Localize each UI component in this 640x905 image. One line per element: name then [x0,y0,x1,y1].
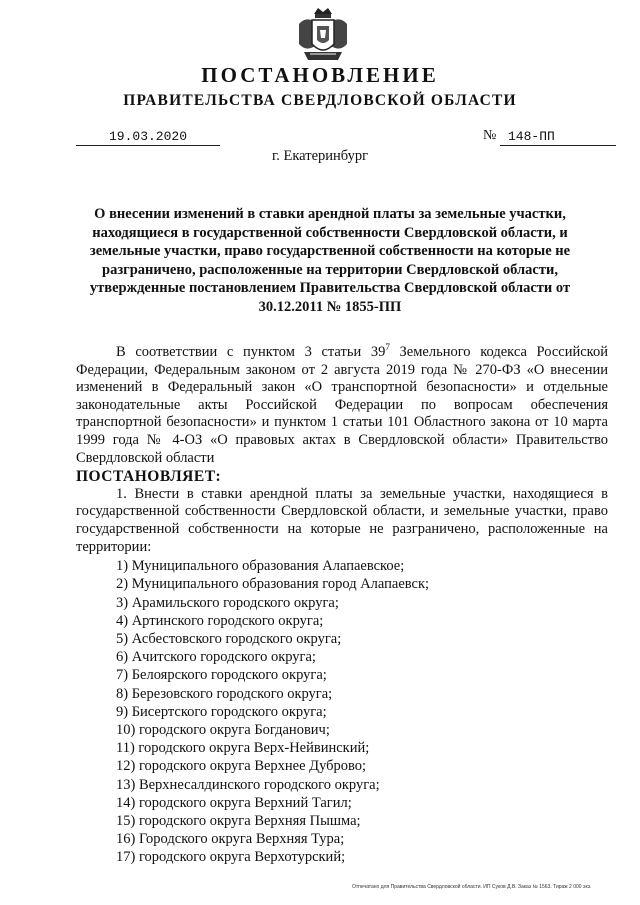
territory-list [76,557,608,866]
city-name: г. Екатеринбург [271,148,369,164]
preamble-superscript: 7 [385,342,390,353]
coat-of-arms-emblem [296,6,350,64]
list-item: 13) Верхнесалдинского городского округа; [116,776,380,793]
list-item: 6) Ачитского городского округа; [116,649,316,666]
document-date: 19.03.2020 [76,129,220,146]
list-item: 17) городского округа Верхотурский; [116,849,346,866]
printer-footer: Отпечатано для Правительства Свердловской области. ИП Суков Д.В. Заказ № 1563. Тираж 2 000 экз. [352,884,592,890]
list-item: 12) городского округа Верхнее Дуброво; [116,758,367,775]
preamble-start: В соответствии с пунктом 3 статьи 39 [116,344,386,360]
list-item: 3) Арамильского городского округа; [116,594,339,611]
item-1-text: 1. Внести в ставки арендной платы за земельные участки, находящиеся в государственной собственности Свердловской области, и земельные участки, право государственной собственности на которые не разграничено, расположенные на территории: [76,485,608,555]
list-item: 15) городского округа Верхняя Пышма; [116,812,361,829]
resolution-heading: О внесении изменений в ставки арендной платы за земельные участки, находящиеся в государственной собственности Свердловской области, и земельные участки, право государственной собственности на которые не разграничено, расположенные на территории Свердловской области, утвержденные постановлением Правительства Свердловской области от 30.12.2011 № 1855-ПП [89,206,571,315]
document-number: 148-ПП [500,129,616,146]
number-sign: № [483,128,497,143]
list-item: 9) Бисертского городского округа; [116,703,327,720]
list-item: 7) Белоярского городского округа; [116,667,327,684]
list-item: 8) Березовского городского округа; [116,685,333,702]
list-item: 5) Асбестовского городского округа; [116,630,342,647]
resolves-label: ПОСТАНОВЛЯЕТ: [76,468,222,486]
list-item: 11) городского округа Верх-Нейвинский; [116,740,370,757]
document-title: ПОСТАНОВЛЕНИЕ [201,63,439,87]
list-item: 14) городского округа Верхний Тагил; [116,794,352,811]
list-item: 1) Муниципального образования Алапаевское; [116,558,405,575]
list-item: 4) Артинского городского округа; [116,612,324,629]
list-item: 10) городского округа Богданович; [116,721,330,738]
document-body [76,344,608,867]
preamble [76,344,608,467]
issuing-authority: ПРАВИТЕЛЬСТВА СВЕРДЛОВСКОЙ ОБЛАСТИ [123,92,517,109]
preamble-rest: Земельного кодекса Российской Федерации, Федеральным законом от 2 августа 2019 года № 270-ФЗ «О внесении изменений в Федеральный закон «О транспортной безопасности» и отдельные законодательные акты Российской Федерации по вопросам обеспечения транспортной безопасности» и пунктом 1 статьи 101 Областного закона от 10 марта 1999 года № 4-ОЗ «О правовых актах в Свердловской области» Правительство Свердловской области [76,344,608,466]
list-item: 2) Муниципального образования город Алапаевск; [116,576,430,593]
list-item: 16) Городского округа Верхняя Тура; [116,831,345,848]
